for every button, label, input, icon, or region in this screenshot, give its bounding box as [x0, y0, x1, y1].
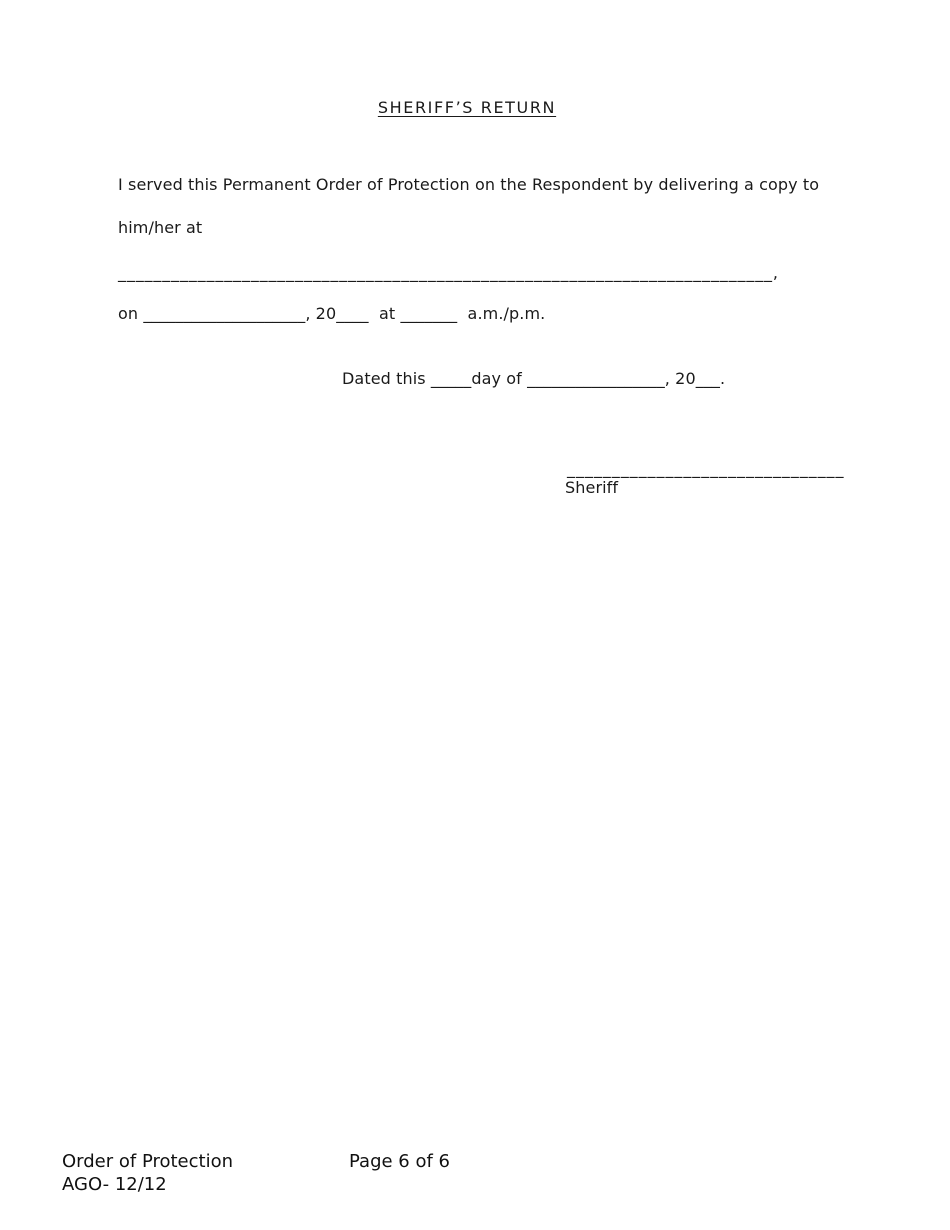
dated-line: Dated this _____day of _________________, 20___.	[342, 369, 726, 388]
address-blank-line: __________________________________________________________________________,	[118, 263, 779, 282]
footer-form-code: AGO- 12/12	[62, 1174, 167, 1195]
sheriff-signature-label: Sheriff	[565, 478, 619, 497]
service-statement-line-1: I served this Permanent Order of Protection on the Respondent by delivering a copy to	[118, 175, 820, 194]
footer-document-name: Order of Protection	[62, 1151, 234, 1172]
page-title: SHERIFF’S RETURN	[377, 98, 557, 117]
sheriff-signature-line: _______________________________	[567, 459, 845, 478]
footer-page-number: Page 6 of 6	[349, 1151, 450, 1172]
service-statement-line-2: him/her at	[118, 218, 203, 237]
date-time-blank-line: on ____________________, 20____ at _______ a.m./p.m.	[118, 304, 546, 323]
